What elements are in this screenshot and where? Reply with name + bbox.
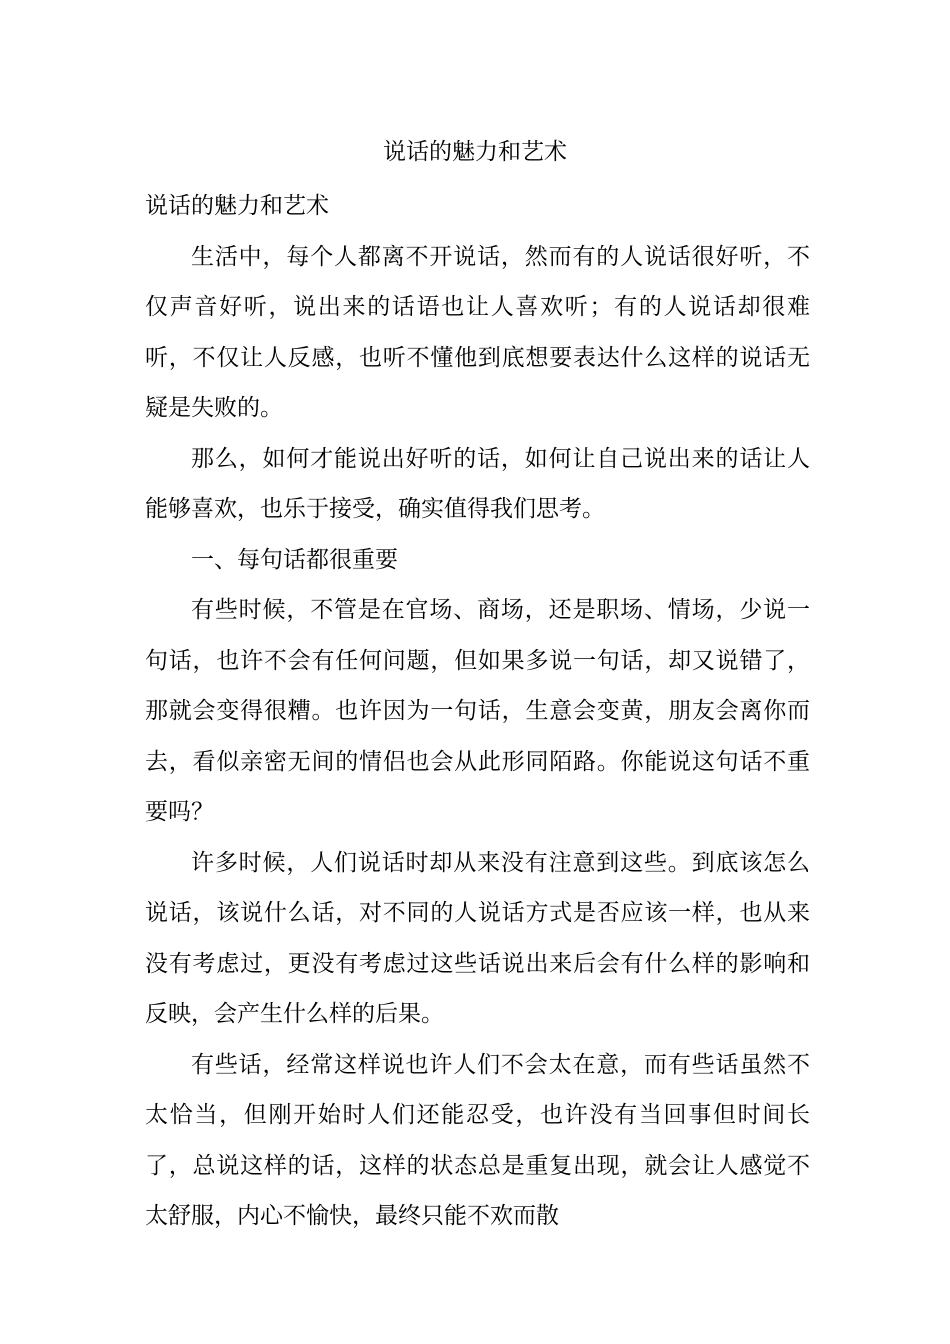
document-title: 说话的魅力和艺术 [383,139,567,165]
subheading-every-word-matters: 一、每句话都很重要 [191,546,398,573]
paragraph-one-sentence: 有些时候，不管是在官场、商场，还是职场、情场，少说一句话，也许不会有任何问题，但如果多说一句话，却又说错了，那就会变得很糟。也许因为一句话，生意会变黄，朋友会离你而去，看似亲密无间的情侣也会从此形同陌路。你能说这句话不重要吗？ [145,597,810,825]
paragraph-intro: 生活中，每个人都离不开说话，然而有的人说话很好听，不仅声音好听，说出来的话语也让人喜欢听；有的人说话却很难听，不仅让人反感，也听不懂他到底想要表达什么这样的说话无疑是失败的。 [145,243,810,421]
paragraph-some-words: 有些话，经常这样说也许人们不会太在意，而有些话虽然不太恰当，但刚开始时人们还能忍受，也许没有当回事但时间长了，总说这样的话，这样的状态总是重复出现，就会让人感觉不太舒服，内心不愉快，最终只能不欢而散 [145,1051,810,1229]
section-heading: 说话的魅力和艺术 [145,193,329,219]
document-body [145,181,810,1242]
paragraph-many-times: 许多时候，人们说话时却从来没有注意到这些。到底该怎么说话，该说什么话，对不同的人说话方式是否应该一样，也从来没有考虑过，更没有考虑过这些话说出来后会有什么样的影响和反映，会产生什么样的后果。 [145,849,810,1027]
paragraph-question: 那么，如何才能说出好听的话，如何让自己说出来的话让人能够喜欢，也乐于接受，确实值得我们思考。 [145,445,810,522]
